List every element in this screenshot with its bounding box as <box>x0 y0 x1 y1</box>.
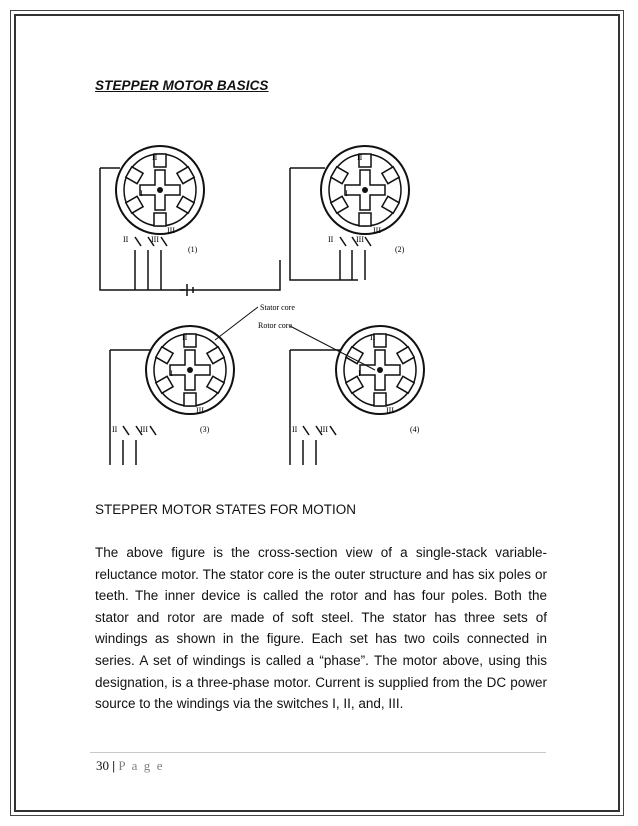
page-number: 30 <box>96 758 109 773</box>
switch-label-II: II <box>123 235 129 244</box>
motor-panel-2 <box>290 146 409 280</box>
page-footer <box>96 758 164 774</box>
footer-divider <box>90 752 546 753</box>
pole-label-II: II <box>357 153 363 162</box>
pole-label-I: I <box>170 369 173 378</box>
switch-label-II: II <box>292 425 298 434</box>
pole-label-III: III <box>386 406 394 415</box>
panel-id: (4) <box>410 425 420 434</box>
section-heading: STEPPER MOTOR BASICS <box>95 78 269 93</box>
motor-panel-4 <box>258 321 424 465</box>
footer-separator: | <box>112 758 116 773</box>
switch-label-II: II <box>112 425 118 434</box>
body-paragraph: The above figure is the cross-section view of a single-stack variable-reluctance motor. The stator core is the outer structure and has six poles or teeth. The inner device is called the rotor and has four poles. Both the stator and rotor are made of soft steel. The stator has three sets of windings as shown in the figure. Each set has two coils connected in series. A set of windings is called a “phase”. The motor above, using this designation, is a three-phase motor. Current is supplied from the DC power source to the windings via the switches I, II, and, III. <box>95 545 547 712</box>
pole-label-III: III <box>373 226 381 235</box>
figure-caption: STEPPER MOTOR STATES FOR MOTION <box>95 502 357 517</box>
pole-label-III: III <box>196 406 204 415</box>
pole-label-II: II <box>370 333 376 342</box>
page-word: P a g e <box>118 758 165 773</box>
pole-label-I: I <box>345 189 348 198</box>
panel-id: (1) <box>188 245 198 254</box>
pole-label-II: II <box>152 153 158 162</box>
switch-label-III: III <box>151 235 159 244</box>
pole-label-II: II <box>182 333 188 342</box>
motor-panel-1 <box>100 146 280 296</box>
panel-id: (3) <box>200 425 210 434</box>
switch-label-III: III <box>320 425 328 434</box>
panel-id: (2) <box>395 245 405 254</box>
switch-label-II: II <box>328 235 334 244</box>
rotor-core-label: Rotor core <box>258 321 292 330</box>
switch-label-III: III <box>356 235 364 244</box>
pole-label-I: I <box>358 369 361 378</box>
pole-label-III: III <box>167 226 175 235</box>
stator-core-label: Stator core <box>260 303 295 312</box>
pole-label-I: I <box>140 189 143 198</box>
switch-label-III: III <box>140 425 148 434</box>
stepper-motor-figure <box>90 140 460 470</box>
